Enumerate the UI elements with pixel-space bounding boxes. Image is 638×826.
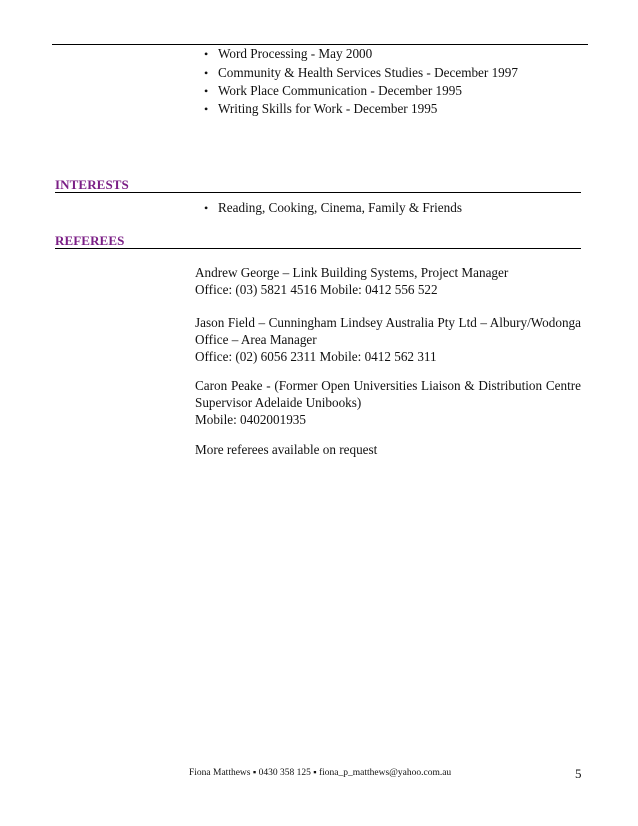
list-item: • Community & Health Services Studies - December 1997	[218, 65, 518, 81]
list-item: • Work Place Communication - December 1995	[218, 83, 462, 99]
list-item: • Reading, Cooking, Cinema, Family & Friends	[218, 200, 462, 216]
referees-heading: REFEREES	[55, 233, 125, 248]
list-item: • Writing Skills for Work - December 1995	[218, 101, 437, 117]
referee-entry	[195, 377, 581, 428]
referee-name: Jason Field – Cunningham Lindsey Australia Pty Ltd – Albury/Wodonga	[195, 315, 581, 330]
referees-note: More referees available on request	[195, 442, 378, 457]
referees-divider	[55, 248, 581, 249]
referee-entry	[195, 314, 581, 365]
page-number: 5	[575, 766, 582, 781]
footer-contact: Fiona Matthews ▪ 0430 358 125 ▪ fiona_p_matthews@yahoo.com.au	[189, 768, 452, 778]
interests-divider	[55, 192, 581, 193]
referee-name: Andrew George – Link Building Systems, Project Manager	[195, 265, 509, 280]
list-item: • Word Processing - May 2000	[218, 46, 372, 62]
referee-phone: Office: (02) 6056 2311 Mobile: 0412 562 311	[195, 349, 437, 364]
referee-name: Caron Peake - (Former Open Universities Liaison & Distribution Centre	[195, 378, 581, 393]
referee-role: Supervisor Adelaide Unibooks)	[195, 395, 362, 410]
referee-entry	[195, 264, 581, 298]
interests-heading: INTERESTS	[55, 177, 129, 192]
top-divider	[52, 44, 588, 45]
referee-role: Office – Area Manager	[195, 332, 317, 347]
referee-phone: Office: (03) 5821 4516 Mobile: 0412 556 522	[195, 282, 438, 297]
referee-phone: Mobile: 0402001935	[195, 412, 306, 427]
